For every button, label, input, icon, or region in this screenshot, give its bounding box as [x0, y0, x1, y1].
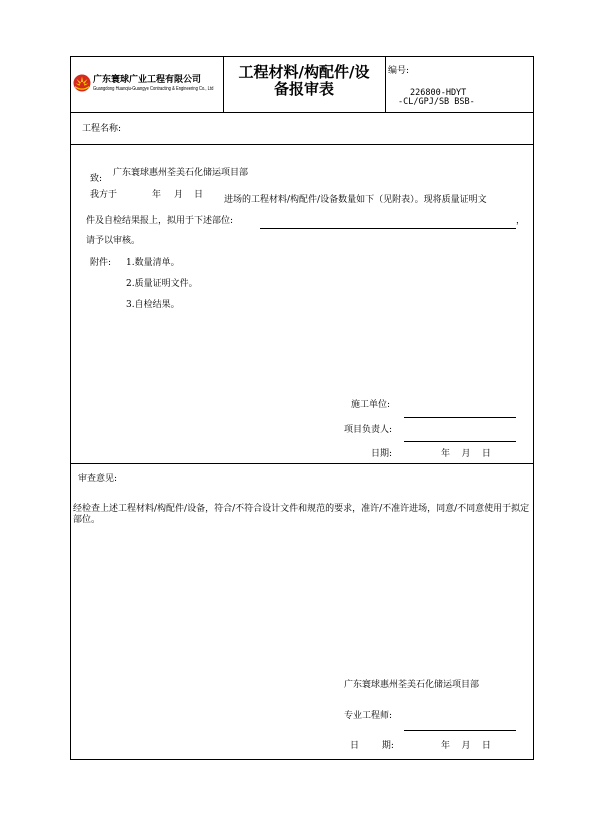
manager-underline [404, 441, 516, 442]
engineer-underline [404, 730, 516, 731]
company-logo-icon [73, 74, 91, 92]
attachment-item: 1.数量清单。 [126, 258, 180, 268]
location-underline [260, 228, 516, 229]
month-text: 月 [174, 190, 184, 200]
company-name-en: Guangdong Huanqiu-Guangye Contracting & Engineering Co., Ltd [93, 86, 214, 92]
contractor-underline [404, 417, 516, 418]
code-line2: -CL/GPJ/SB BSB- [398, 97, 475, 107]
project-name-label: 工程名称: [82, 124, 122, 134]
submission-date-label: 日期: [371, 449, 393, 459]
contractor-label: 施工单位: [351, 400, 391, 410]
attachment-item: 3.自检结果。 [126, 300, 180, 310]
usage-comma: ， [516, 216, 526, 226]
header-col-divider-2 [385, 56, 386, 112]
code-label: 编号: [388, 66, 410, 76]
review-request: 请予以审核。 [86, 236, 141, 246]
entry-sentence: 进场的工程材料/构配件/设备数量如下（见附表）。现将质量证明文 [224, 195, 487, 205]
header-divider [70, 112, 534, 113]
review-label: 审查意见: [78, 474, 118, 484]
engineer-label: 专业工程师: [344, 711, 393, 721]
form-title-line2: 备报审表 [273, 80, 334, 98]
to-label: 致: [90, 174, 103, 184]
code-line1: 226800-HDYT [410, 88, 467, 98]
form-title-line1: 工程材料/构配件/设 [238, 63, 370, 81]
attachment-item: 2.质量证明文件。 [126, 279, 198, 289]
submission-date-value: 年 月 日 [441, 449, 491, 459]
project-divider [70, 144, 534, 145]
usage-sentence: 件及自检结果报上，拟用于下述部位: [86, 216, 234, 226]
review-opinion: 经检查上述工程材料/构配件/设备，符合/不符合设计文件和规范的要求，准许/不准许进场，同意/不同意使用于拟定部位。 [73, 504, 530, 525]
company-name-cn: 广东寰球广业工程有限公司 [93, 75, 202, 85]
review-org: 广东寰球惠州荃美石化储运项目部 [344, 680, 480, 690]
review-date-label: 日 期: [350, 741, 394, 751]
we-on-text: 我方于 [90, 190, 118, 200]
form-frame [70, 56, 534, 760]
review-date-value: 年 月 日 [441, 741, 491, 751]
year-text: 年 [152, 190, 162, 200]
to-value: 广东寰球惠州荃美石化储运项目部 [113, 168, 249, 178]
form-title [224, 64, 384, 98]
day-text: 日 [194, 190, 204, 200]
review-divider [70, 463, 534, 464]
attachments-label: 附件: [90, 258, 112, 268]
manager-label: 项目负责人: [344, 425, 393, 435]
